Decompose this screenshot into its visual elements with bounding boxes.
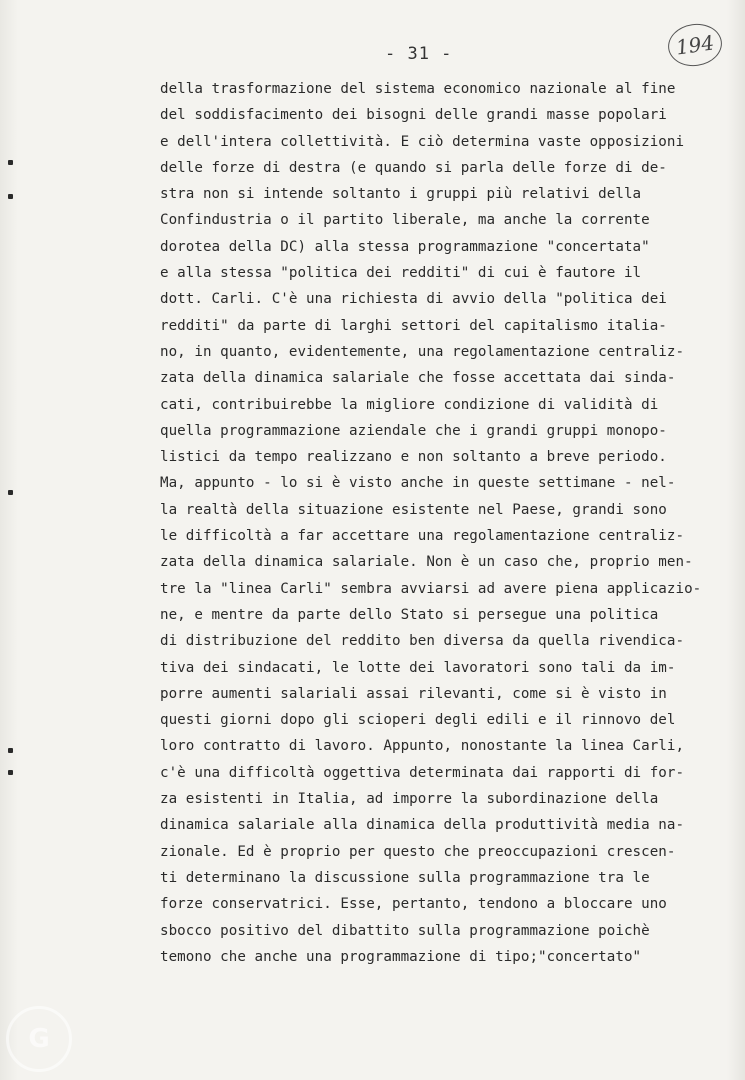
margin-punch-mark — [8, 748, 13, 753]
text-line: le difficoltà a far accettare una regolamentazione centraliz- — [160, 528, 685, 545]
text-line: delle forze di destra (e quando si parla delle forze di de- — [160, 159, 667, 176]
text-line: zionale. Ed è proprio per questo che preoccupazioni crescen- — [160, 843, 676, 860]
text-line: e alla stessa "politica dei redditi" di cui è fautore il — [160, 265, 642, 282]
text-line: ti determinano la discussione sulla programmazione tra le — [160, 869, 650, 886]
text-line: tiva dei sindacati, le lotte dei lavoratori sono tali da im- — [160, 659, 676, 676]
text-line: porre aumenti salariali assai rilevanti, come si è visto in — [160, 685, 667, 702]
text-line: e dell'intera collettività. E ciò determina vaste opposizioni — [160, 133, 685, 150]
text-line: listici da tempo realizzano e non soltanto a breve periodo. — [160, 449, 667, 466]
text-line: dorotea della DC) alla stessa programmazione "concertata" — [160, 238, 650, 255]
text-line: della trasformazione del sistema economico nazionale al fine — [160, 81, 676, 97]
text-line: Ma, appunto - lo si è visto anche in queste settimane - nel- — [160, 475, 676, 492]
text-line: quella programmazione aziendale che i grandi gruppi monopo- — [160, 422, 667, 439]
text-line: za esistenti in Italia, ad imporre la subordinazione della — [160, 791, 659, 808]
typewritten-body — [160, 76, 720, 970]
text-line: no, in quanto, evidentemente, una regolamentazione centraliz- — [160, 343, 685, 360]
text-line: cati, contribuirebbe la migliore condizione di validità di — [160, 396, 659, 413]
text-line: tre la "linea Carli" sembra avviarsi ad avere piena applicazio- — [160, 580, 702, 597]
text-line: ne, e mentre da parte dello Stato si persegue una politica — [160, 606, 659, 623]
margin-punch-mark — [8, 490, 13, 495]
text-line: redditi" da parte di larghi settori del capitalismo italia- — [160, 317, 667, 334]
text-line: di distribuzione del reddito ben diversa da quella rivendica- — [160, 633, 685, 650]
text-line: zata della dinamica salariale. Non è un caso che, proprio men- — [160, 554, 693, 571]
text-line: c'è una difficoltà oggettiva determinata dai rapporti di for- — [160, 764, 685, 781]
margin-punch-mark — [8, 160, 13, 165]
text-line: del soddisfacimento dei bisogni delle grandi masse popolari — [160, 107, 667, 124]
text-line: questi giorni dopo gli scioperi degli edili e il rinnovo del — [160, 712, 676, 729]
archive-watermark-logo: G — [6, 1006, 72, 1072]
archive-stamp: 194 — [665, 20, 724, 69]
margin-punch-mark — [8, 194, 13, 199]
text-line: forze conservatrici. Esse, pertanto, tendono a bloccare uno — [160, 896, 667, 913]
text-line: zata della dinamica salariale che fosse accettata dai sinda- — [160, 370, 676, 387]
text-line: temono che anche una programmazione di tipo;"concertato" — [160, 948, 642, 965]
margin-punch-mark — [8, 770, 13, 775]
text-line: Confindustria o il partito liberale, ma anche la corrente — [160, 212, 650, 229]
text-line: dott. Carli. C'è una richiesta di avvio della "politica dei — [160, 291, 667, 308]
page-number: - 31 - — [385, 44, 453, 64]
text-line: loro contratto di lavoro. Appunto, nonostante la linea Carli, — [160, 738, 685, 755]
text-line: stra non si intende soltanto i gruppi più relativi della — [160, 186, 642, 203]
text-line: la realtà della situazione esistente nel Paese, grandi sono — [160, 501, 667, 518]
text-line: dinamica salariale alla dinamica della produttività media na- — [160, 817, 685, 834]
text-line: sbocco positivo del dibattito sulla programmazione poichè — [160, 922, 650, 939]
